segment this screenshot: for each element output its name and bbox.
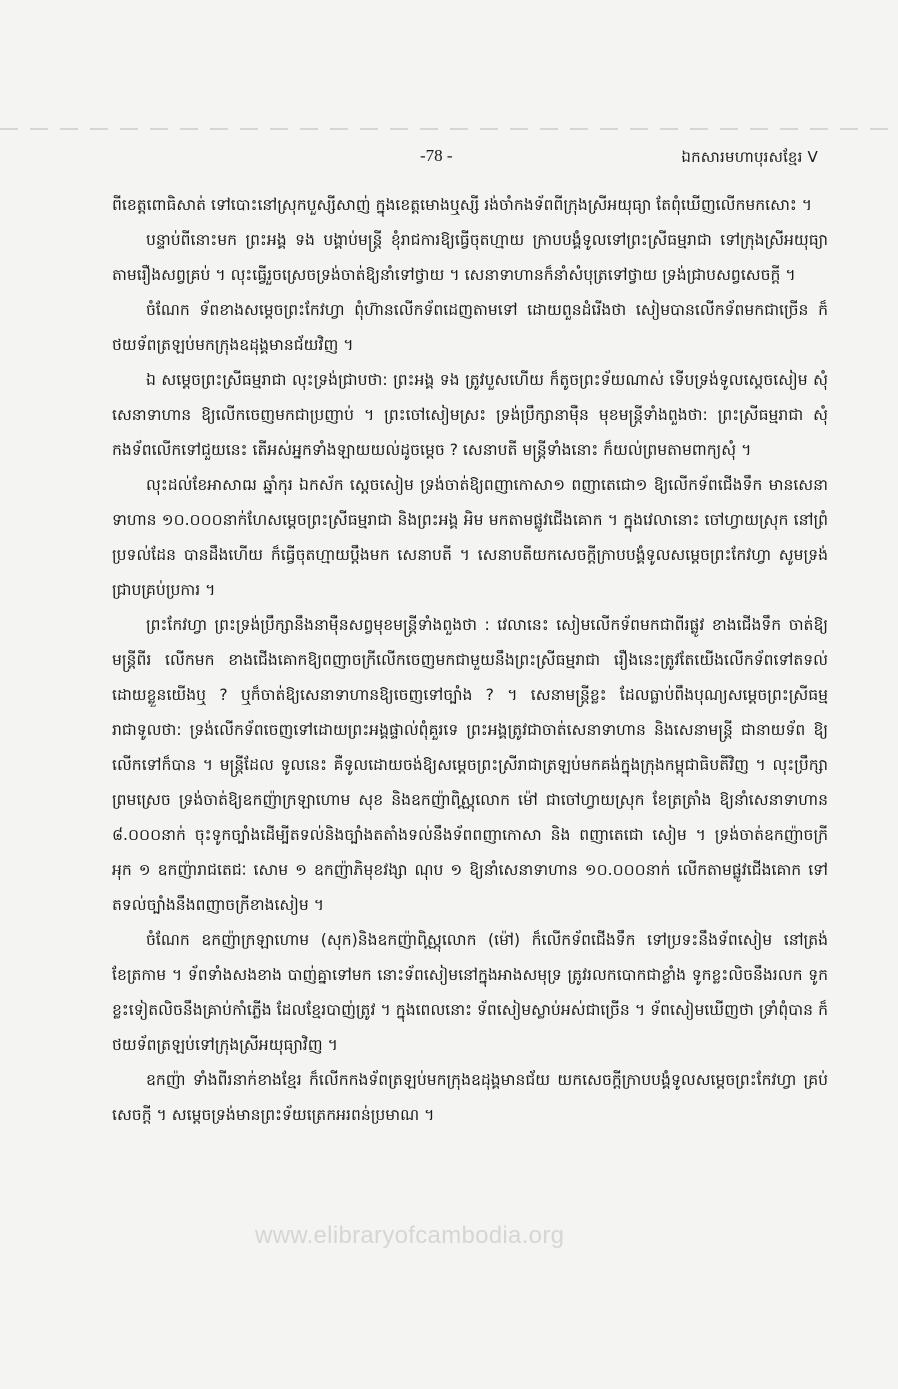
body-text xyxy=(112,188,828,1133)
paragraph: បន្ទាប់ពីនោះមក ព្រះអង្គ ទង បង្គាប់មន្ត្រី ខុំរាជការឱ្យធ្វើចុតហ្មាយ ក្រាបបង្គំទូលទៅព្រះស្រីធម្មរាជា ទៅក្រុងស្រីអយុធ្យា តាមរឿងសព្វគ្រប់ ។ លុះធ្វើរួចស្រេចទ្រង់ចាត់ឱ្យនាំទៅថ្វាយ ។ សេនាទាហានក៏នាំសំបុត្រទៅថ្វាយ ទ្រង់ជ្រាបសព្វសេចក្តី ។ xyxy=(112,231,828,284)
page-header xyxy=(0,146,898,172)
paragraph: ព្រះកែវហ្វា ព្រះទ្រង់ប្រឹក្សានឹងនាម៉ឺនសព្វមុខមន្ត្រីទាំងពួងថា : វេលានេះ សៀមលើកទ័ពមកជាពីរផ្លូវ ខាងជើងទឹក ចាត់ឱ្យមន្ត្រីពីរ លើកមក ខាងជើងគោកឱ្យពញាចក្រីលើកចេញមកជាមួយនឹងព្រះស្រីធម្មរាជា រឿងនេះត្រូវតែយើងលើកទ័ពទៅតទល់ដោយខ្លួនយើងឬ ? ឬក៏ចាត់ឱ្យសេនាទាហានឱ្យចេញទៅច្បាំង ? ។ សេនាមន្ត្រីខ្លះ ដែលធ្លាប់ពឹងបុណ្យសម្តេចព្រះស្រីធម្មរាជាទូលថា: ទ្រង់លើកទ័ពចេញទៅដោយព្រះអង្គផ្ទាល់ពុំគួរទេ ព្រះអង្គត្រូវជាចាត់សេនាទាហាន និងសេនាមន្ត្រី ជានាយទ័ព ឱ្យលើកទៅក៏បាន ។ មន្ត្រីដែល ទូលនេះ គឺទូលដោយចង់ឱ្យសម្តេចព្រះស្រីរាជាត្រឡប់មកគង់ក្នុងក្រុងកម្ពុជាធិបតីវិញ ។ លុះប្រឹក្សាព្រមស្រេច ទ្រង់ចាត់ឱ្យឧកញ៉ាក្រឡាហោម សុខ និងឧកញ៉ាពិស្ណុលោក ម៉ៅ ជាចៅហ្វាយស្រុក ខែត្រត្រាំង ឱ្យនាំសេនាទាហាន ៨.០០០នាក់ ចុះទូកច្បាំងដើម្បីតទល់និងច្បាំងតតាំងទល់នឹងទ័ពពញាកោសា និង ពញាតេជោ សៀម ។ ទ្រង់ចាត់ឧកញ៉ាចក្រី អុក ១ ឧកញ៉ារាជតេជៈ សោម ១ ឧកញ៉ាភិមុខវង្សា ណុប ១ ឱ្យនាំសេនាទាហាន ១០.០០០នាក់ លើកតាមផ្លូវជើងគោក ទៅតទល់ច្បាំងនឹងពញាចក្រីខាងសៀម ។ xyxy=(112,616,828,914)
page-number: -78 - xyxy=(420,146,453,165)
paragraph: លុះដល់ខែអាសាឍ ឆ្នាំកុរ ឯកស័ក ស្តេចសៀម ទ្រង់ចាត់ឱ្យពញាកោសា១ ពញាតេជោ១ ឱ្យលើកទ័ពជើងទឹក មានសេនាទាហាន ១០.០០០នាក់ហែសម្តេចព្រះស្រីធម្មរាជា និងព្រះអង្គ អិម មកតាមផ្លូវជើងគោក ។ ក្នុងវេលានោះ ចៅហ្វាយស្រុក នៅព្រំប្រទល់ដែន បានដឹងហើយ ក៏ធ្វើចុតហ្មាយប្តឹងមក សេនាបតី ។ សេនាបតីយកសេចក្តីក្រាបបង្គំទូលសម្តេចព្រះកែវហ្វា សូមទ្រង់ជ្រាបគ្រប់ប្រការ ។ xyxy=(112,476,828,599)
paragraph: ពីខេត្តពោធិសាត់ ទៅបោះនៅស្រុកបួស្សីសាញ់ ក្នុងខេត្តមោងឬស្សី រង់ចាំកងទ័ពពីក្រុងស្រីអយុធ្យា តែពុំឃើញលើកមកសោះ ។ xyxy=(112,196,813,214)
paragraph: ឯ សម្តេចព្រះស្រីធម្មរាជា លុះទ្រង់ជ្រាបថា: ព្រះអង្គ ទង ត្រូវបួសហើយ ក៏តូចព្រះទ័យណាស់ ទើបទ្រង់ទូលស្តេចសៀម សុំសេនាទាហាន ឱ្យលើកចេញមកជាប្រញាប់ ។ ព្រះចៅសៀមស្រះ ទ្រង់ប្រឹក្សានាម៉ឺន មុខមន្ត្រីទាំងពួងថា: ព្រះស្រីធម្មរាជា សុំកងទ័ពលើកទៅជួយនេះ តើអស់អ្នកទាំងឡាយយល់ដូចម្តេច ? សេនាបតី មន្ត្រីទាំងនោះ ក៏យល់ព្រមតាមពាក្យសុំ ។ xyxy=(112,371,828,459)
paragraph: ចំណែក ទ័ពខាងសម្តេចព្រះកែវហ្វា ពុំហ៊ានលើកទ័ពដេញតាមទៅ ដោយពួនដំរើងថា សៀមបានលើកទ័ពមកជាច្រើន ក៏ថយទ័ពត្រឡប់មកក្រុងឧដុង្គមានជ័យវិញ ។ xyxy=(112,301,828,354)
paragraph: ចំណែក ឧកញ៉ាក្រឡាហោម (សុក)និងឧកញ៉ាពិស្ណុលោក (ម៉ៅ) ក៏លើកទ័ពជើងទឹក ទៅប្រទះនឹងទ័ពសៀម នៅត្រង់ខែត្រកាម ។ ទ័ពទាំងសងខាង បាញ់គ្នាទៅមក នោះទ័ពសៀមនៅក្នុងអាងសមុទ្រ ត្រូវរលកបោកជាខ្លាំង ទូកខ្លះលិចនឹងរលក ទូកខ្លះទៀតលិចនឹងគ្រាប់កាំភ្លើង ដែលខ្មែរបាញ់ត្រូវ ។ ក្នុងពេលនោះ ទ័ពសៀមស្លាប់អស់ជាច្រើន ។ ទ័ពសៀមឃើញថា ទ្រាំពុំបាន ក៏ថយទ័ពត្រឡប់ទៅក្រុងស្រីអយុធ្យាវិញ ។ xyxy=(112,931,828,1054)
running-title: ឯកសារមហាបុរសខ្មែរ V xyxy=(681,148,818,166)
scan-artifact-line xyxy=(0,128,898,130)
paragraph: ឧកញ៉ា ទាំងពីរនាក់ខាងខ្មែរ ក៏លើកកងទ័ពត្រឡប់មកក្រុងឧដុង្គមានជ័យ យកសេចក្តីក្រាបបង្គំទូលសម្តេចព្រះកែវហ្វា គ្រប់សេចក្តី ។ សម្តេចទ្រង់មានព្រះទ័យត្រេកអរពន់ប្រមាណ ។ xyxy=(112,1071,828,1124)
watermark: www.elibraryofcambodia.org xyxy=(255,1222,565,1249)
